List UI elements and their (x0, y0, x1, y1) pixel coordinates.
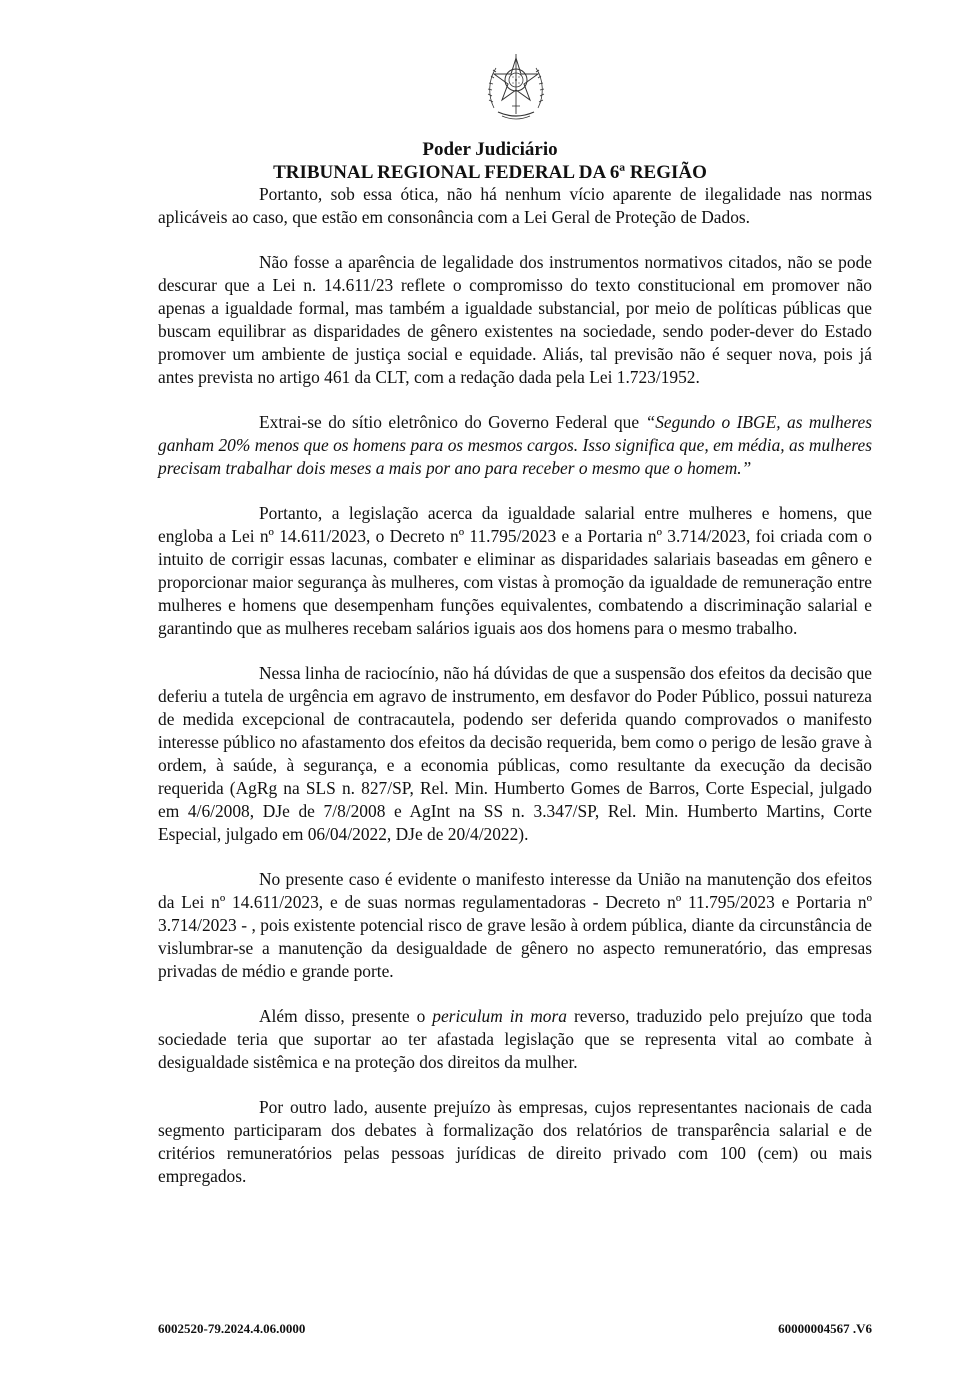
paragraph-6: No presente caso é evidente o manifesto interesse da União na manutenção dos efeitos da Lei nº 14.611/2023, e de suas normas regulamentadoras - Decreto nº 11.795/2023 e Portaria nº 3.714/2023 - , pois existente potencial risco de grave lesão à ordem pública, diante da circunstância de vislumbrar-se a manutenção da desigualdade de gênero no aspecto remuneratório, das empresas privadas de médio e grande porte. (158, 869, 872, 981)
document-body (158, 183, 872, 1210)
paragraph-3 (158, 411, 872, 480)
footer-document-id: 60000004567 .V6 (778, 1321, 872, 1336)
brazil-coat-of-arms-icon (484, 50, 548, 124)
paragraph-7-text-before: Além disso, presente o (259, 1006, 433, 1026)
paragraph-5: Nessa linha de raciocínio, não há dúvidas de que a suspensão dos efeitos da decisão que deferiu a tutela de urgência em agravo de instrumento, em desfavor do Poder Público, possui natureza de medida excepcional de contracautela, podendo ser deferida quando comprovados o manifesto interesse público no afastamento dos efeitos da decisão requerida, bem como o perigo de lesão grave à ordem, à saúde, à segurança, e a economia públicas, como resultante da execução da decisão requerida (AgRg na SLS n. 827/SP, Rel. Min. Humberto Gomes de Barros, Corte Especial, julgado em 4/6/2008, DJe de 7/8/2008 e AgInt na SS n. 3.347/SP, Rel. Min. Humberto Martins, Corte Especial, julgado em 06/04/2022, DJe de 20/4/2022). (158, 663, 872, 844)
paragraph-1: Portanto, sob essa ótica, não há nenhum vício aparente de ilegalidade nas normas aplicáveis ao caso, que estão em consonância com a Lei Geral de Proteção de Dados. (158, 184, 872, 227)
paragraph-8: Por outro lado, ausente prejuízo às empresas, cujos representantes nacionais de cada segmento participaram dos debates à formalização dos relatórios de transparência salarial e de critérios remuneratórios pelas pessoas jurídicas de direito privado com 100 (cem) ou mais empregados. (158, 1097, 872, 1186)
paragraph-7-latin-term: periculum in mora (432, 1006, 567, 1026)
header-tribunal: TRIBUNAL REGIONAL FEDERAL DA 6ª REGIÃO (273, 162, 707, 183)
header-poder-judiciario: Poder Judiciário (422, 139, 558, 160)
paragraph-4: Portanto, a legislação acerca da igualdade salarial entre mulheres e homens, que engloba a Lei nº 14.611/2023, o Decreto nº 11.795/2023 e a Portaria nº 3.714/2023, foi criada com o intuito de corrigir essas lacunas, combater e eliminar as disparidades salariais baseadas em gênero e proporcionar maior segurança às mulheres, com vistas à promoção da igualdade de remuneração entre mulheres e homens que desempenham funções equivalentes, combatendo a discriminação salarial e garantindo que as mulheres recebam salários iguais aos dos homens para o mesmo trabalho. (158, 503, 872, 638)
paragraph-2: Não fosse a aparência de legalidade dos instrumentos normativos citados, não se pode descurar que a Lei n. 14.611/23 reflete o compromisso do texto constitucional em promover não apenas a igualdade formal, mas também a igualdade substancial, por meio de políticas públicas que buscam equilibrar as disparidades de gênero existentes na sociedade, sendo poder-dever do Estado promover um ambiente de justiça social e equidade. Aliás, tal previsão não é sequer nova, pois já antes prevista no artigo 461 da CLT, com a redação dada pela Lei 1.723/1952. (158, 252, 872, 387)
paragraph-7 (158, 1005, 872, 1074)
paragraph-7-text-after: reverso, traduzido pelo prejuízo que toda sociedade teria que suportar ao ter afastada legislação que se representa vital ao combate à desigualdade sistêmica e na proteção dos direitos da mulher. (158, 1006, 872, 1072)
footer-process-number: 6002520-79.2024.4.06.0000 (158, 1321, 306, 1336)
paragraph-3-text: Extrai-se do sítio eletrônico do Governo Federal que (259, 412, 646, 432)
paragraph-3-quote: “Segundo o IBGE, as mulheres ganham 20% menos que os homens para os mesmos cargos. Isso significa que, em média, as mulheres precisam trabalhar dois meses a mais por ano para receber o mesmo que o homem.” (158, 412, 872, 478)
